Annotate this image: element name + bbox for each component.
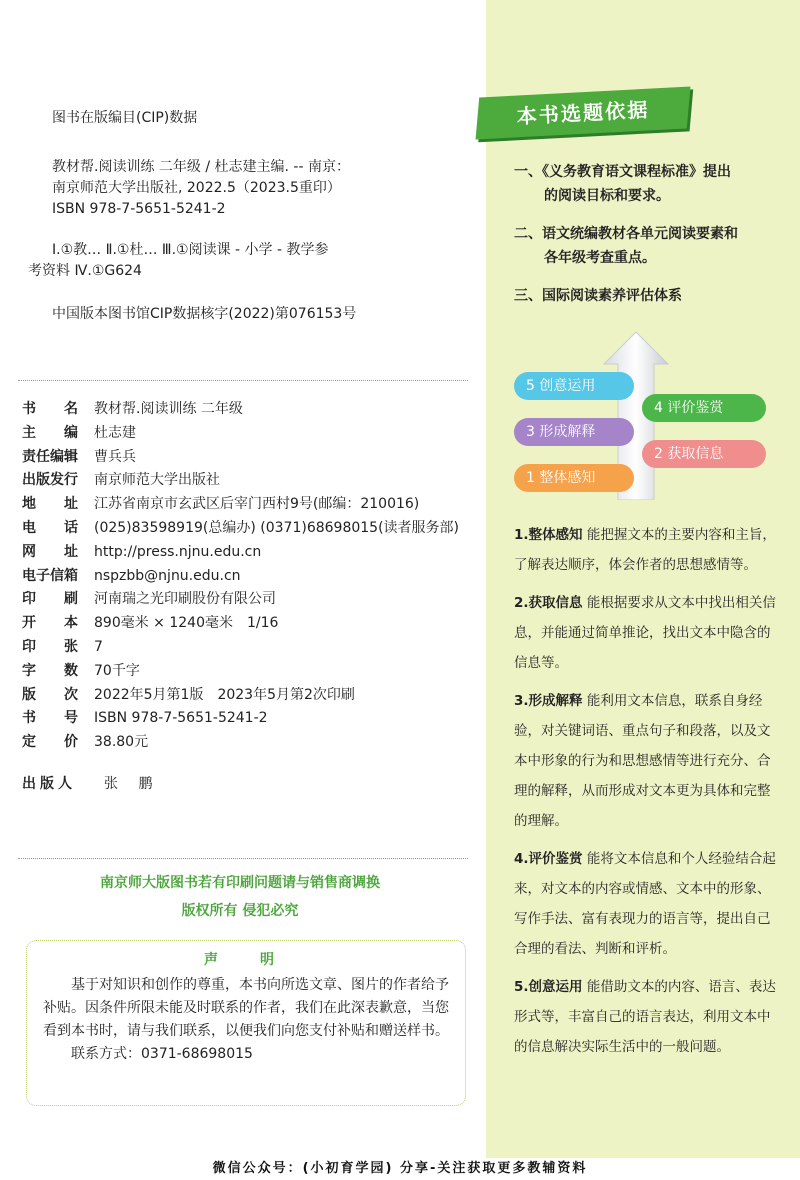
info-key: 出版发行 — [22, 472, 78, 489]
publisher-value: 张 鹏 — [104, 775, 161, 792]
ability-title: 5.创意运用 — [514, 979, 583, 995]
reading-levels-diagram — [508, 330, 768, 500]
info-value: 曹兵兵 — [94, 448, 136, 465]
basis-item — [514, 222, 784, 270]
info-key: 网 址 — [22, 543, 78, 560]
info-key: 版 次 — [22, 686, 78, 703]
info-value: 江苏省南京市玄武区后宰门西村9号(邮编：210016) — [94, 496, 420, 513]
basis-item-line: 各年级考查重点。 — [544, 250, 656, 266]
footer-bar: 微信公众号：(小初育学园) 分享-关注获取更多教辅资料 — [0, 1158, 800, 1180]
info-row — [22, 446, 482, 470]
info-key: 电 话 — [22, 519, 78, 536]
info-key: 定 价 — [22, 734, 78, 751]
divider — [18, 380, 468, 381]
print-note: 南京师大版图书若有印刷问题请与销售商调换 — [100, 875, 380, 891]
info-value: 杜志建 — [94, 424, 136, 441]
basis-banner-text: 本书选题依据 — [515, 97, 651, 129]
info-row — [22, 541, 482, 565]
level-5-pill — [514, 372, 634, 400]
ability-item — [514, 686, 776, 836]
info-row — [22, 684, 482, 708]
basis-item-line: 二、语文统编教材各单元阅读要素和 — [514, 226, 738, 242]
copyright-note: 版权所有 侵犯必究 — [181, 903, 299, 919]
level-1-pill — [514, 464, 634, 492]
cip-block — [28, 108, 472, 325]
info-key: 电子信箱 — [22, 567, 78, 584]
basis-item — [514, 284, 784, 308]
info-value: 教材帮.阅读训练 二年级 — [94, 401, 243, 417]
info-value: 890毫米 × 1240毫米 1/16 — [94, 615, 279, 632]
info-row — [22, 731, 482, 755]
declaration-contact: 联系方式：0371-68698015 — [71, 1046, 253, 1062]
info-value: nspzbb@njnu.edu.cn — [94, 567, 241, 584]
ability-text: 能利用文本信息，联系自身经验，对关键词语、重点句子和段落，以及文本中形象的行为和思想感情等进行充分、合理的解释，从而形成对文本更为具体和完整的理解。 — [514, 693, 771, 829]
cip-line: Ⅰ.①教… Ⅱ.①杜… Ⅲ.①阅读课 - 小学 - 教学参 — [52, 242, 329, 258]
abilities-list — [514, 520, 776, 1070]
ability-title: 2.获取信息 — [514, 595, 583, 611]
info-value: ISBN 978-7-5651-5241-2 — [94, 710, 268, 727]
info-row — [22, 588, 482, 612]
info-table — [22, 398, 482, 793]
info-value: (025)83598919(总编办) (0371)68698015(读者服务部) — [94, 519, 460, 536]
level-label: 4 评价鉴赏 — [654, 400, 724, 416]
ability-item — [514, 588, 776, 678]
declaration-box — [26, 940, 466, 1106]
info-row — [22, 707, 482, 731]
ability-item — [514, 844, 776, 964]
info-key: 责任编辑 — [22, 448, 78, 465]
info-key: 开 本 — [22, 615, 78, 632]
basis-item-line: 三、国际阅读素养评估体系 — [514, 288, 682, 304]
info-row — [22, 636, 482, 660]
level-label: 3 形成解释 — [526, 424, 596, 440]
publisher-row — [22, 773, 482, 793]
info-row — [22, 660, 482, 684]
publisher-key: 出版人 — [22, 775, 76, 792]
info-value: 南京师范大学出版社 — [94, 472, 220, 489]
info-row — [22, 493, 482, 517]
info-key: 印 张 — [22, 638, 78, 655]
ability-text: 能借助文本的内容、语言、表达形式等，丰富自己的语言表达，利用文本中的信息解决实际生活中的一般问题。 — [514, 979, 776, 1055]
ability-text: 能将文本信息和个人经验结合起来，对文本的内容或情感、文本中的形象、写作手法、富有表现力的语言等，提出自己合理的看法、判断和评析。 — [514, 851, 776, 957]
level-4-pill — [642, 394, 766, 422]
ability-title: 1.整体感知 — [514, 527, 583, 543]
level-3-pill — [514, 418, 634, 446]
info-value: 70千字 — [94, 662, 140, 679]
info-row — [22, 565, 482, 589]
cip-line: 南京师范大学出版社, 2022.5（2023.5重印） — [52, 180, 341, 196]
divider — [18, 858, 468, 859]
info-value: 38.80元 — [94, 734, 149, 751]
info-value: http://press.njnu.edu.cn — [94, 543, 262, 560]
ability-item — [514, 972, 776, 1062]
cip-line: ISBN 978-7-5651-5241-2 — [52, 201, 226, 217]
level-label: 1 整体感知 — [526, 470, 596, 486]
info-key: 主 编 — [22, 424, 78, 441]
ability-title: 3.形成解释 — [514, 693, 583, 709]
basis-item-line: 一、《义务教育语文课程标准》提出 — [514, 164, 731, 180]
basis-list — [514, 160, 784, 322]
info-key: 书 名 — [22, 401, 78, 417]
ability-text: 能根据要求从文本中找出相关信息，并能通过简单推论，找出文本中隐含的信息等。 — [514, 595, 776, 671]
declaration-body: 基于对知识和创作的尊重，本书向所选文章、图片的作者给予补贴。因条件所限未能及时联系的作者，我们在此深表歉意，当您看到本书时，请与我们联系，以便我们向您支付补贴和赠送样书。 — [43, 977, 449, 1039]
level-2-pill — [642, 440, 766, 468]
ability-title: 4.评价鉴赏 — [514, 851, 583, 867]
info-key: 地 址 — [22, 496, 78, 513]
ability-text: 能把握文本的主要内容和主旨，了解表达顺序，体会作者的思想感情等。 — [514, 527, 776, 573]
basis-item-line: 的阅读目标和要求。 — [544, 188, 670, 204]
basis-item — [514, 160, 784, 208]
cip-line: 中国版本图书馆CIP数据核字(2022)第076153号 — [52, 306, 357, 322]
level-label: 2 获取信息 — [654, 446, 724, 462]
level-label: 5 创意运用 — [526, 378, 596, 394]
info-value: 河南瑞之光印刷股份有限公司 — [94, 591, 276, 608]
info-row — [22, 422, 482, 446]
cip-title: 图书在版编目(CIP)数据 — [52, 110, 198, 126]
info-value: 7 — [94, 638, 103, 655]
info-key: 字 数 — [22, 662, 78, 679]
info-key: 印 刷 — [22, 591, 78, 608]
info-row — [22, 517, 482, 541]
cip-line: 考资料 Ⅳ.①G624 — [28, 263, 142, 279]
info-row — [22, 612, 482, 636]
info-value: 2022年5月第1版 2023年5月第2次印刷 — [94, 686, 355, 703]
info-row — [22, 469, 482, 493]
info-row — [22, 398, 482, 422]
cip-line: 教材帮.阅读训练 二年级 / 杜志建主编. -- 南京： — [52, 159, 350, 175]
ability-item — [514, 520, 776, 580]
declaration-heading: 声 明 — [204, 952, 288, 968]
info-key: 书 号 — [22, 710, 78, 727]
